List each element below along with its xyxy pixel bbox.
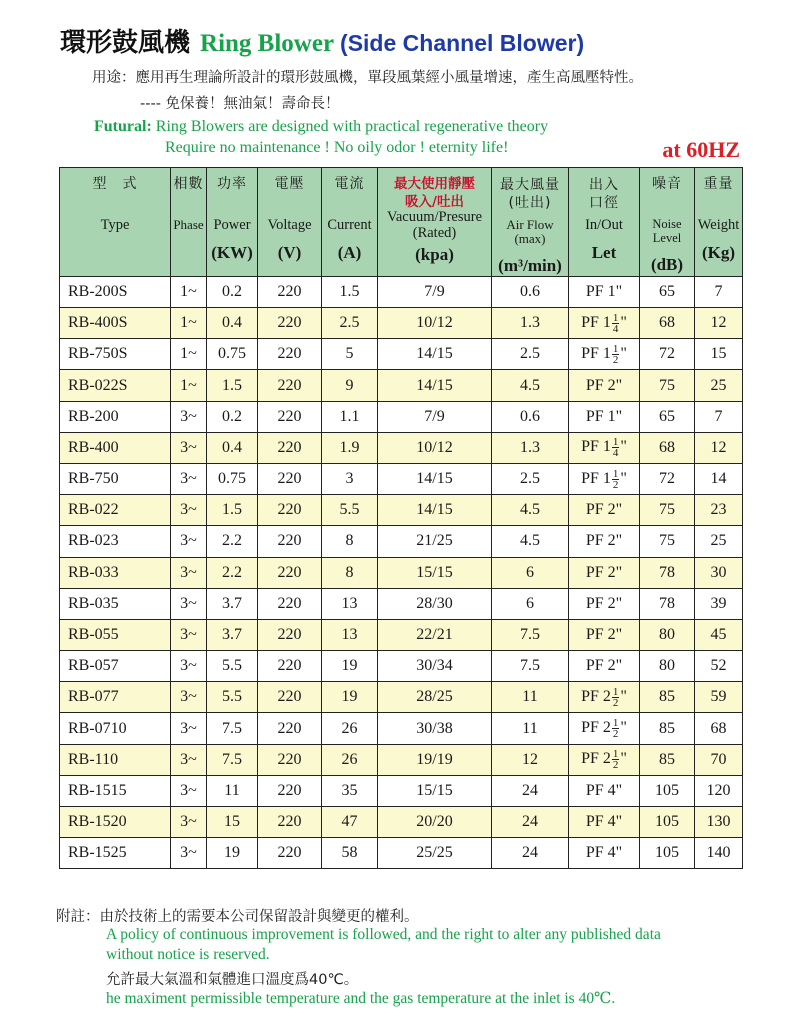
cell-flow: 2.5 xyxy=(492,463,569,494)
port-fraction xyxy=(612,344,620,365)
cell-flow: 4.5 xyxy=(492,495,569,526)
cell-power: 2.2 xyxy=(207,557,258,588)
cell-port: PF 2 $\frac{1}{2}$ " xyxy=(569,682,640,713)
cell-flow: 12 xyxy=(492,744,569,775)
cell-type: RB-1525 xyxy=(60,838,171,869)
cell-phase: 3~ xyxy=(171,557,207,588)
header-phase: 相數 Phase xyxy=(171,168,207,277)
cell-voltage: 220 xyxy=(258,526,322,557)
cell-flow: 11 xyxy=(492,682,569,713)
cell-voltage: 220 xyxy=(258,651,322,682)
cell-type: RB-0710 xyxy=(60,713,171,744)
spec-table xyxy=(59,167,743,869)
port-whole: PF 2 xyxy=(581,750,611,768)
cell-voltage: 220 xyxy=(258,495,322,526)
cell-power: 2.2 xyxy=(207,526,258,557)
header-noise: 噪音 Noise Level (dB) xyxy=(640,168,695,277)
cell-weight: 140 xyxy=(695,838,743,869)
title-en: Ring Blower xyxy=(200,30,335,57)
cell-pressure: 30/34 xyxy=(378,651,492,682)
cell-phase: 3~ xyxy=(171,713,207,744)
cell-type: RB-200S xyxy=(60,276,171,307)
cell-pressure: 15/15 xyxy=(378,557,492,588)
cell-power: 0.75 xyxy=(207,339,258,370)
fraction-numerator: 1 xyxy=(612,717,619,730)
cell-pressure: 15/15 xyxy=(378,775,492,806)
cell-phase: 1~ xyxy=(171,276,207,307)
cell-noise: 75 xyxy=(640,526,695,557)
table-row xyxy=(60,775,743,806)
cell-voltage: 220 xyxy=(258,838,322,869)
cell-current: 35 xyxy=(322,775,378,806)
cell-power: 0.2 xyxy=(207,276,258,307)
frequency-label: at 60HZ xyxy=(662,137,740,162)
cell-noise: 68 xyxy=(640,308,695,339)
cell-noise: 65 xyxy=(640,401,695,432)
cell-type: RB-750S xyxy=(60,339,171,370)
cell-flow: 1.3 xyxy=(492,432,569,463)
cell-weight: 25 xyxy=(695,526,743,557)
cell-voltage: 220 xyxy=(258,370,322,401)
table-header-row xyxy=(60,168,743,277)
cell-pressure: 21/25 xyxy=(378,526,492,557)
temp-note-en: he maximent permissible temperature and the gas temperature at the inlet is 40℃. xyxy=(106,990,616,1007)
cell-weight: 70 xyxy=(695,744,743,775)
cell-current: 26 xyxy=(322,744,378,775)
fraction-denominator: 2 xyxy=(612,728,619,741)
cell-phase: 1~ xyxy=(171,370,207,401)
cell-port: PF 1" xyxy=(569,401,640,432)
cell-phase: 1~ xyxy=(171,308,207,339)
cell-type: RB-1520 xyxy=(60,807,171,838)
cell-type: RB-400 xyxy=(60,432,171,463)
fraction-denominator: 4 xyxy=(612,322,619,335)
cell-noise: 65 xyxy=(640,276,695,307)
cell-pressure: 10/12 xyxy=(378,308,492,339)
fraction-numerator: 1 xyxy=(612,748,619,761)
cell-power: 19 xyxy=(207,838,258,869)
cell-type: RB-077 xyxy=(60,682,171,713)
cell-current: 26 xyxy=(322,713,378,744)
cell-weight: 23 xyxy=(695,495,743,526)
cell-port: PF 1 $\frac{1}{4}$ " xyxy=(569,432,640,463)
cell-pressure: 14/15 xyxy=(378,463,492,494)
cell-type: RB-022 xyxy=(60,495,171,526)
table-row xyxy=(60,713,743,744)
cell-type: RB-023 xyxy=(60,526,171,557)
cell-voltage: 220 xyxy=(258,713,322,744)
cell-phase: 3~ xyxy=(171,651,207,682)
cell-voltage: 220 xyxy=(258,401,322,432)
fraction-denominator: 2 xyxy=(612,353,619,366)
cell-voltage: 220 xyxy=(258,308,322,339)
cell-noise: 85 xyxy=(640,713,695,744)
port-whole: PF 1 xyxy=(581,469,611,487)
cell-port: PF 1" xyxy=(569,276,640,307)
port-fraction xyxy=(612,469,620,490)
cell-pressure: 30/38 xyxy=(378,713,492,744)
cell-current: 13 xyxy=(322,619,378,650)
table-row xyxy=(60,370,743,401)
cell-port: PF 1 $\frac{1}{2}$ " xyxy=(569,463,640,494)
cell-weight: 12 xyxy=(695,308,743,339)
cell-phase: 3~ xyxy=(171,495,207,526)
cell-current: 3 xyxy=(322,463,378,494)
cell-phase: 3~ xyxy=(171,432,207,463)
fraction-denominator: 2 xyxy=(612,759,619,772)
cell-voltage: 220 xyxy=(258,588,322,619)
cell-power: 11 xyxy=(207,775,258,806)
cell-type: RB-035 xyxy=(60,588,171,619)
cell-flow: 0.6 xyxy=(492,401,569,432)
cell-voltage: 220 xyxy=(258,744,322,775)
cell-weight: 120 xyxy=(695,775,743,806)
header-port: 出入 口徑 In/Out Let xyxy=(569,168,640,277)
port-whole: PF 1 xyxy=(581,344,611,362)
cell-current: 1.5 xyxy=(322,276,378,307)
cell-phase: 3~ xyxy=(171,744,207,775)
futural-text1: Ring Blowers are designed with practical regenerative theory xyxy=(155,118,549,135)
cell-voltage: 220 xyxy=(258,432,322,463)
cell-pressure: 28/25 xyxy=(378,682,492,713)
cell-pressure: 7/9 xyxy=(378,401,492,432)
cell-voltage: 220 xyxy=(258,557,322,588)
cell-type: RB-022S xyxy=(60,370,171,401)
cell-power: 0.75 xyxy=(207,463,258,494)
futural-label: Futural: xyxy=(94,118,152,135)
header-voltage: 電壓 Voltage (V) xyxy=(258,168,322,277)
table-row xyxy=(60,619,743,650)
fraction-denominator: 4 xyxy=(612,447,619,460)
cell-type: RB-110 xyxy=(60,744,171,775)
cell-phase: 3~ xyxy=(171,619,207,650)
cell-current: 5 xyxy=(322,339,378,370)
header-flow: 最大風量 (吐出) Air Flow (max) (m³/min) xyxy=(492,168,569,277)
cell-flow: 4.5 xyxy=(492,370,569,401)
cell-voltage: 220 xyxy=(258,463,322,494)
cell-voltage: 220 xyxy=(258,339,322,370)
cell-type: RB-750 xyxy=(60,463,171,494)
cell-current: 2.5 xyxy=(322,308,378,339)
cell-weight: 7 xyxy=(695,401,743,432)
cell-power: 3.7 xyxy=(207,619,258,650)
cell-pressure: 10/12 xyxy=(378,432,492,463)
cell-noise: 105 xyxy=(640,838,695,869)
cell-phase: 3~ xyxy=(171,526,207,557)
cell-port: PF 1 $\frac{1}{4}$ " xyxy=(569,308,640,339)
cell-phase: 3~ xyxy=(171,588,207,619)
table-row xyxy=(60,495,743,526)
cell-power: 3.7 xyxy=(207,588,258,619)
cell-power: 0.4 xyxy=(207,308,258,339)
cell-port: PF 2" xyxy=(569,588,640,619)
cell-noise: 78 xyxy=(640,588,695,619)
cell-noise: 80 xyxy=(640,651,695,682)
cell-flow: 2.5 xyxy=(492,339,569,370)
cell-flow: 11 xyxy=(492,713,569,744)
cell-phase: 3~ xyxy=(171,775,207,806)
table-row xyxy=(60,807,743,838)
cell-flow: 24 xyxy=(492,807,569,838)
cell-current: 19 xyxy=(322,651,378,682)
cell-voltage: 220 xyxy=(258,276,322,307)
cell-power: 7.5 xyxy=(207,713,258,744)
table-row xyxy=(60,682,743,713)
cell-weight: 30 xyxy=(695,557,743,588)
cell-phase: 3~ xyxy=(171,807,207,838)
cell-noise: 68 xyxy=(640,432,695,463)
fraction-denominator: 2 xyxy=(612,478,619,491)
cell-port: PF 2" xyxy=(569,495,640,526)
cell-port: PF 4" xyxy=(569,807,640,838)
cell-phase: 1~ xyxy=(171,339,207,370)
cell-phase: 3~ xyxy=(171,682,207,713)
cell-port: PF 4" xyxy=(569,838,640,869)
cell-weight: 15 xyxy=(695,339,743,370)
fraction-numerator: 1 xyxy=(612,311,619,324)
cell-current: 19 xyxy=(322,682,378,713)
temp-note-zh: 允許最大氣溫和氣體進口溫度爲40℃。 xyxy=(106,972,359,988)
cell-pressure: 20/20 xyxy=(378,807,492,838)
port-whole: PF 2 xyxy=(581,688,611,706)
cell-weight: 68 xyxy=(695,713,743,744)
table-row xyxy=(60,463,743,494)
cell-weight: 59 xyxy=(695,682,743,713)
table-row xyxy=(60,838,743,869)
fraction-denominator: 2 xyxy=(612,696,619,709)
header-pressure: 最大使用靜壓 吸入/吐出 Vacuum/Presure (Rated) (kpa) xyxy=(378,168,492,277)
usage-text: 用途：應用再生理論所設計的環形鼓風機，單段風葉經小風量增速，產生高風壓特性。 xyxy=(92,70,643,86)
cell-current: 8 xyxy=(322,557,378,588)
cell-port: PF 2 $\frac{1}{2}$ " xyxy=(569,713,640,744)
note-en-line1: A policy of continuous improvement is followed, and the right to alter any published data xyxy=(106,926,661,943)
cell-power: 1.5 xyxy=(207,370,258,401)
cell-type: RB-033 xyxy=(60,557,171,588)
cell-current: 8 xyxy=(322,526,378,557)
cell-weight: 45 xyxy=(695,619,743,650)
cell-pressure: 25/25 xyxy=(378,838,492,869)
cell-noise: 80 xyxy=(640,619,695,650)
cell-current: 13 xyxy=(322,588,378,619)
cell-power: 0.4 xyxy=(207,432,258,463)
cell-weight: 12 xyxy=(695,432,743,463)
cell-noise: 72 xyxy=(640,339,695,370)
cell-noise: 85 xyxy=(640,744,695,775)
cell-current: 58 xyxy=(322,838,378,869)
table-row xyxy=(60,651,743,682)
port-whole: PF 2 xyxy=(581,719,611,737)
header-power: 功率 Power (KW) xyxy=(207,168,258,277)
cell-port: PF 2" xyxy=(569,557,640,588)
cell-voltage: 220 xyxy=(258,775,322,806)
table-row xyxy=(60,401,743,432)
cell-voltage: 220 xyxy=(258,807,322,838)
cell-phase: 3~ xyxy=(171,838,207,869)
cell-flow: 24 xyxy=(492,775,569,806)
cell-noise: 75 xyxy=(640,495,695,526)
cell-noise: 72 xyxy=(640,463,695,494)
cell-port: PF 2 $\frac{1}{2}$ " xyxy=(569,744,640,775)
cell-port: PF 2" xyxy=(569,526,640,557)
cell-weight: 39 xyxy=(695,588,743,619)
cell-port: PF 2" xyxy=(569,619,640,650)
fraction-numerator: 1 xyxy=(612,467,619,480)
cell-power: 15 xyxy=(207,807,258,838)
cell-power: 0.2 xyxy=(207,401,258,432)
cell-flow: 6 xyxy=(492,557,569,588)
cell-pressure: 22/21 xyxy=(378,619,492,650)
cell-weight: 130 xyxy=(695,807,743,838)
cell-weight: 25 xyxy=(695,370,743,401)
cell-current: 47 xyxy=(322,807,378,838)
title-en-sub: (Side Channel Blower) xyxy=(340,30,585,56)
table-row xyxy=(60,432,743,463)
cell-type: RB-200 xyxy=(60,401,171,432)
cell-noise: 105 xyxy=(640,807,695,838)
cell-flow: 0.6 xyxy=(492,276,569,307)
cell-current: 1.9 xyxy=(322,432,378,463)
cell-power: 7.5 xyxy=(207,744,258,775)
note-en-line2: without notice is reserved. xyxy=(106,946,270,963)
header-weight: 重量 Weight (Kg) xyxy=(695,168,743,277)
cell-port: PF 4" xyxy=(569,775,640,806)
fraction-numerator: 1 xyxy=(612,436,619,449)
futural-line2: Require no maintenance ! No oily odor ! eternity life! xyxy=(165,139,509,156)
table-row xyxy=(60,526,743,557)
cell-noise: 75 xyxy=(640,370,695,401)
cell-pressure: 14/15 xyxy=(378,495,492,526)
cell-pressure: 14/15 xyxy=(378,339,492,370)
cell-power: 5.5 xyxy=(207,651,258,682)
cell-type: RB-400S xyxy=(60,308,171,339)
cell-voltage: 220 xyxy=(258,682,322,713)
cell-flow: 6 xyxy=(492,588,569,619)
cell-current: 5.5 xyxy=(322,495,378,526)
cell-port: PF 2" xyxy=(569,651,640,682)
cell-flow: 7.5 xyxy=(492,619,569,650)
cell-power: 5.5 xyxy=(207,682,258,713)
header-type: 型 式 Type xyxy=(60,168,171,277)
cell-flow: 7.5 xyxy=(492,651,569,682)
port-fraction xyxy=(612,437,620,458)
table-row xyxy=(60,557,743,588)
cell-type: RB-057 xyxy=(60,651,171,682)
cell-type: RB-055 xyxy=(60,619,171,650)
cell-noise: 78 xyxy=(640,557,695,588)
cell-phase: 3~ xyxy=(171,401,207,432)
cell-current: 1.1 xyxy=(322,401,378,432)
cell-power: 1.5 xyxy=(207,495,258,526)
cell-flow: 1.3 xyxy=(492,308,569,339)
cell-voltage: 220 xyxy=(258,619,322,650)
port-whole: PF 1 xyxy=(581,313,611,331)
cell-type: RB-1515 xyxy=(60,775,171,806)
slogan-text: ---- 免保養！無油氣！壽命長！ xyxy=(140,96,340,112)
cell-flow: 4.5 xyxy=(492,526,569,557)
cell-weight: 7 xyxy=(695,276,743,307)
port-whole: PF 1 xyxy=(581,438,611,456)
fraction-numerator: 1 xyxy=(612,342,619,355)
table-row xyxy=(60,308,743,339)
note-zh: 附註：由於技術上的需要本公司保留設計與變更的權利。 xyxy=(56,909,419,925)
cell-pressure: 7/9 xyxy=(378,276,492,307)
table-row xyxy=(60,744,743,775)
futural-line1 xyxy=(94,118,548,136)
fraction-numerator: 1 xyxy=(612,685,619,698)
table-row xyxy=(60,588,743,619)
cell-port: PF 1 $\frac{1}{2}$ " xyxy=(569,339,640,370)
cell-weight: 14 xyxy=(695,463,743,494)
port-fraction xyxy=(612,313,620,334)
cell-noise: 85 xyxy=(640,682,695,713)
cell-noise: 105 xyxy=(640,775,695,806)
header-current: 電流 Current (A) xyxy=(322,168,378,277)
port-fraction xyxy=(612,718,620,739)
cell-phase: 3~ xyxy=(171,463,207,494)
port-fraction xyxy=(612,687,620,708)
cell-current: 9 xyxy=(322,370,378,401)
page-title xyxy=(60,22,584,59)
cell-pressure: 14/15 xyxy=(378,370,492,401)
title-zh: 環形鼓風機 xyxy=(60,28,191,58)
port-fraction xyxy=(612,749,620,770)
cell-port: PF 2" xyxy=(569,370,640,401)
table-row xyxy=(60,276,743,307)
table-row xyxy=(60,339,743,370)
cell-flow: 24 xyxy=(492,838,569,869)
cell-pressure: 28/30 xyxy=(378,588,492,619)
cell-pressure: 19/19 xyxy=(378,744,492,775)
cell-weight: 52 xyxy=(695,651,743,682)
